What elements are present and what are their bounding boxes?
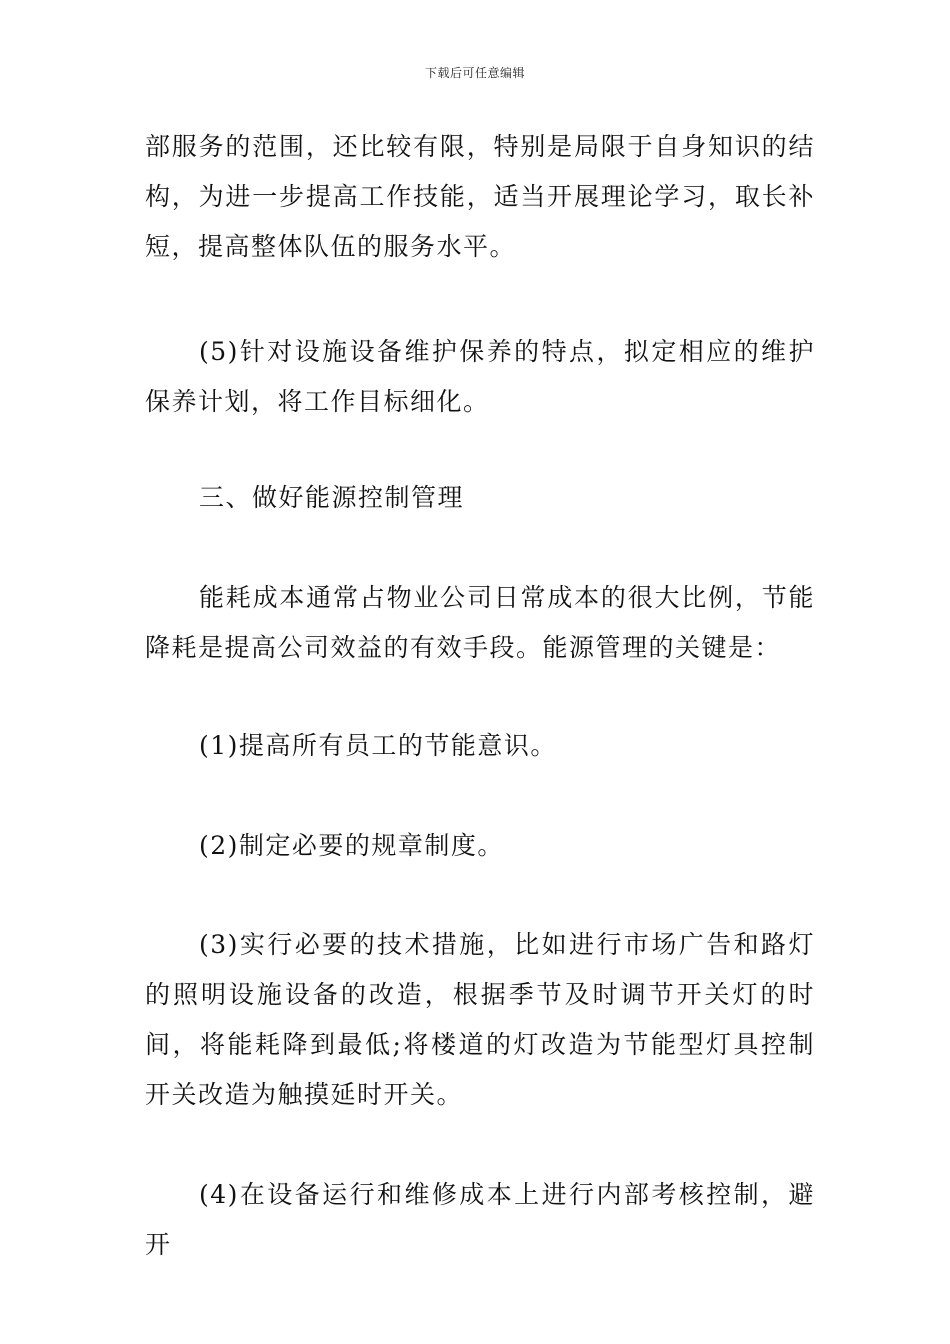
paragraph-maintenance-plan: (5)针对设施设备维护保养的特点，拟定相应的维护保养计划，将工作目标细化。 [145, 337, 815, 416]
section-heading-energy-control: 三、做好能源控制管理 [199, 483, 465, 512]
paragraph-item-4: (4)在设备运行和维修成本上进行内部考核控制，避开 [145, 1180, 815, 1259]
paragraph-service-scope: 部服务的范围，还比较有限，特别是局限于自身知识的结构，为进一步提高工作技能，适当开展理论学习，取长补短，提高整体队伍的服务水平。 [145, 132, 815, 261]
paragraph-item-1: (1)提高所有员工的节能意识。 [199, 731, 557, 760]
paragraph-item-2: (2)制定必要的规章制度。 [199, 831, 504, 860]
paragraph-item-3: (3)实行必要的技术措施，比如进行市场广告和路灯的照明设施设备的改造，根据季节及时调节开关灯的时间，将能耗降到最低;将楼道的灯改造为节能型灯具控制开关改造为触摸延时开关。 [145, 930, 815, 1109]
page-header-note: 下载后可任意编辑 [424, 66, 525, 80]
paragraph-energy-intro: 能耗成本通常占物业公司日常成本的很大比例，节能降耗是提高公司效益的有效手段。能源管理的关键是： [145, 583, 815, 662]
